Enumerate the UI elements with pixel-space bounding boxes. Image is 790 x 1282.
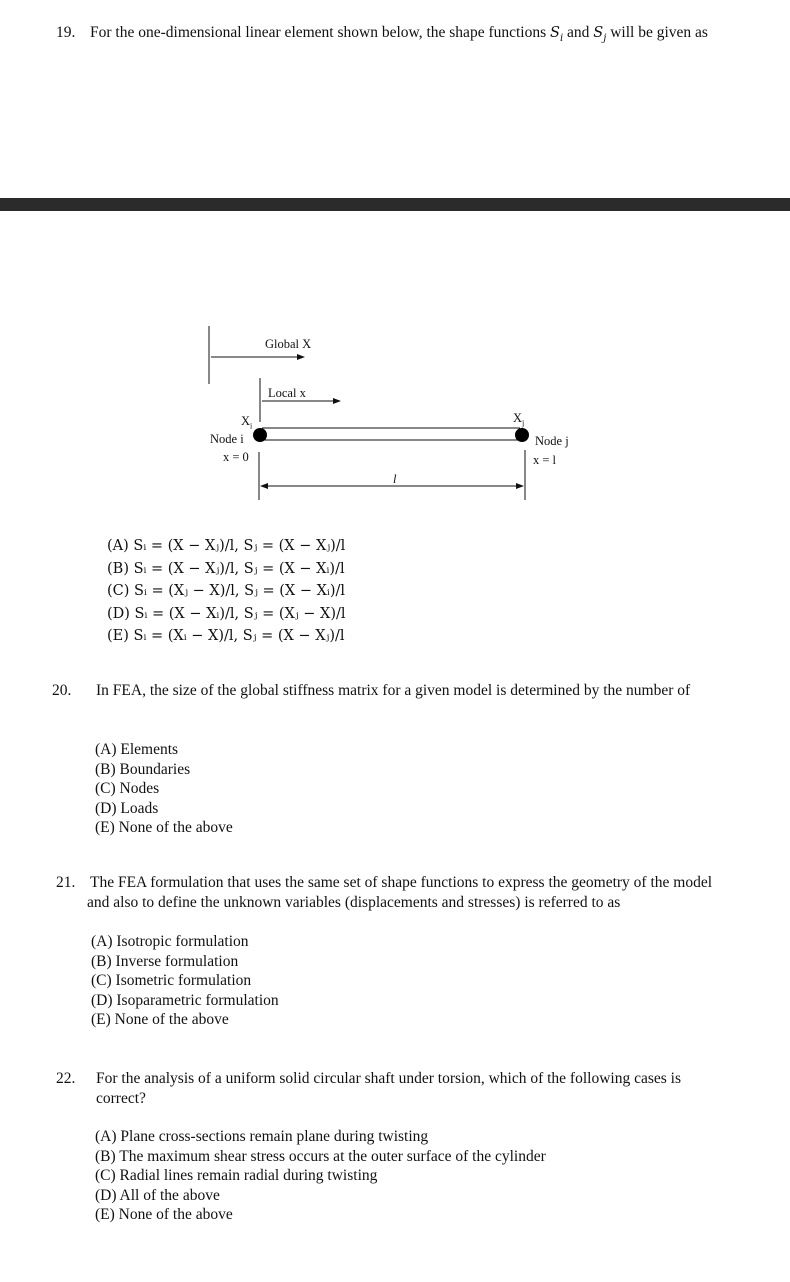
q19-option-e[interactable]: (E) Sᵢ = (Xᵢ − X)/l, Sⱼ = (X − Xⱼ)/l xyxy=(107,628,345,644)
node-i-dot xyxy=(253,428,267,442)
q19-stem-and: and xyxy=(563,24,594,41)
q21-option-c[interactable]: (C) Isometric formulation xyxy=(91,972,252,989)
q20-option-b[interactable]: (B) Boundaries xyxy=(95,760,191,778)
q19-option-a[interactable]: (A) Sᵢ = (X − Xⱼ)/l, Sⱼ = (X − Xⱼ)/l xyxy=(107,538,346,554)
q19-number: 19. xyxy=(56,24,76,41)
q20-stem: In FEA, the size of the global stiffness matrix for a given model is determined by the number of xyxy=(96,682,691,699)
q19-option-d[interactable]: (D) Sᵢ = (X − Xᵢ)/l, Sⱼ = (Xⱼ − X)/l xyxy=(107,605,346,622)
q20-option-c[interactable]: (C) Nodes xyxy=(95,780,160,797)
xi-label: $X_i$ xyxy=(241,414,253,431)
q22-stem: For the analysis of a uniform solid circular shaft under torsion, which of the following cases is correct? xyxy=(96,1070,681,1107)
q21-option-e[interactable]: (E) None of the above xyxy=(91,1011,229,1028)
q21-options xyxy=(91,932,279,1030)
q19-option-b[interactable]: (B) Sᵢ = (X − Xⱼ)/l, Sⱼ = (X − Xᵢ)/l xyxy=(107,560,345,577)
q22-options xyxy=(95,1127,546,1225)
q20-options xyxy=(95,740,233,838)
q19-stem-prefix: For the one-dimensional linear element shown below, the shape functions xyxy=(90,24,551,41)
q21-option-b[interactable]: (B) Inverse formulation xyxy=(91,952,239,970)
q19-si: $S_i$ xyxy=(550,25,564,44)
length-label: l xyxy=(393,472,397,486)
q19-stem-suffix: will be given as xyxy=(606,24,708,41)
global-x-label: Global X xyxy=(265,337,312,351)
q21-option-a[interactable]: (A) Isotropic formulation xyxy=(91,933,249,950)
q22-option-b[interactable]: (B) The maximum shear stress occurs at the outer surface of the cylinder xyxy=(95,1147,546,1165)
x0-label: x = 0 xyxy=(223,450,249,464)
local-x-label: Local x xyxy=(268,386,306,400)
q19-options xyxy=(107,535,346,648)
q19-sj: $S_j$ xyxy=(593,25,607,44)
q19-option-c[interactable]: (C) Sᵢ = (Xⱼ − X)/l, Sⱼ = (X − Xᵢ)/l xyxy=(107,583,346,599)
q22-option-d[interactable]: (D) All of the above xyxy=(95,1186,220,1204)
xl-label: x = l xyxy=(533,453,557,467)
q20-option-e[interactable]: (E) None of the above xyxy=(95,819,233,836)
q20-option-a[interactable]: (A) Elements xyxy=(95,741,179,758)
q22-option-c[interactable]: (C) Radial lines remain radial during twisting xyxy=(95,1167,378,1184)
q22-option-e[interactable]: (E) None of the above xyxy=(95,1206,233,1223)
q22-option-a[interactable]: (A) Plane cross-sections remain plane during twisting xyxy=(95,1128,429,1145)
q21-stem: The FEA formulation that uses the same set of shape functions to express the geometry of the model and also to define the unknown variables (displacements and stresses) is referred to as xyxy=(87,874,713,911)
q22-number: 22. xyxy=(56,1070,76,1087)
q21-option-d[interactable]: (D) Isoparametric formulation xyxy=(91,991,279,1009)
q21-number: 21. xyxy=(56,874,76,891)
xj-label: $X_j$ xyxy=(513,411,525,428)
node-j-label: Node j xyxy=(535,434,569,448)
q20-option-d[interactable]: (D) Loads xyxy=(95,799,159,817)
node-i-label: Node i xyxy=(210,432,244,446)
q20-number: 20. xyxy=(52,682,72,699)
